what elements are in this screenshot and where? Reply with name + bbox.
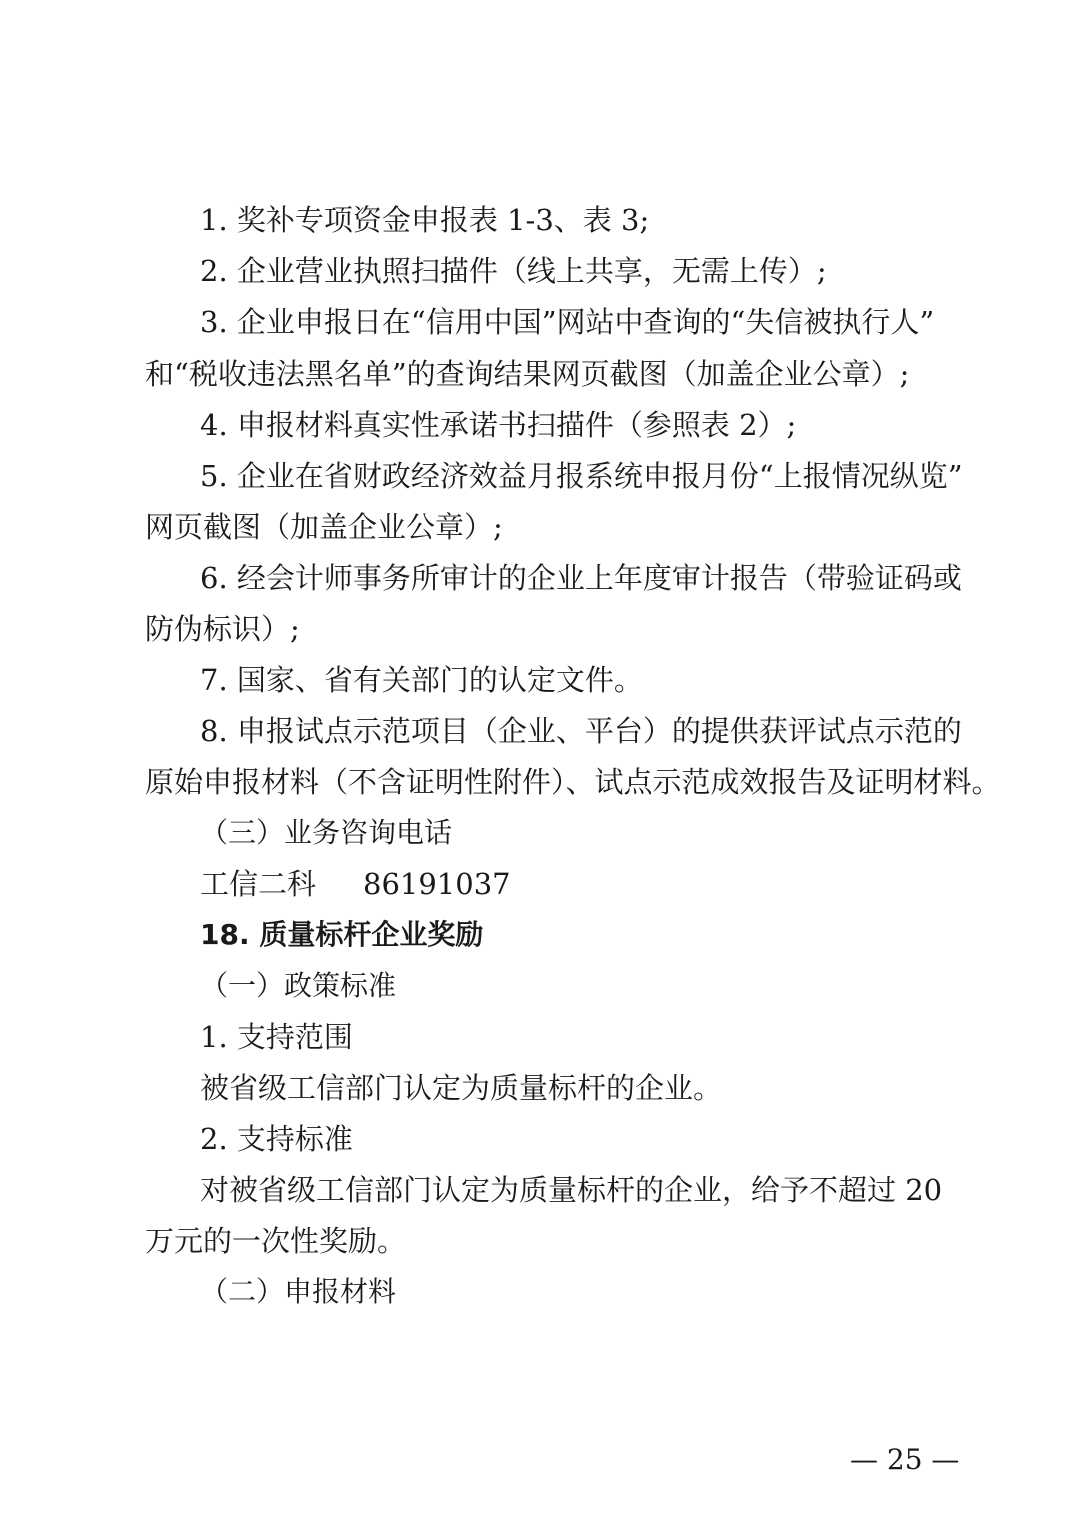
material-item-1: 1. 奖补专项资金申报表 1-3、表 3; [200,203,650,237]
material-item-4: 4. 申报材料真实性承诺书扫描件（参照表 2）; [200,408,797,442]
material-item-3-line-2: 和“税收违法黑名单”的查询结果网页截图（加盖企业公章）; [145,357,910,391]
policy-standard-heading: （一）政策标准 [200,969,397,1002]
page-number: — 25 — [850,1443,960,1476]
consult-heading: （三）业务咨询电话 [200,816,453,849]
consult-phone: 86191037 [363,867,511,901]
material-item-6-line-2: 防伪标识）; [145,612,300,646]
material-item-8-line-2: 原始申报材料（不含证明性附件）、试点示范成效报告及证明材料。 [145,765,1001,799]
material-item-8-line-1: 8. 申报试点示范项目（企业、平台）的提供获评试点示范的 [200,714,962,748]
materials-heading: （二）申报材料 [200,1275,397,1308]
consult-department: 工信二科 [200,867,317,901]
support-standard-line-1: 对被省级工信部门认定为质量标杆的企业，给予不超过 20 [200,1173,943,1207]
material-item-3-line-1: 3. 企业申报日在“信用中国”网站中查询的“失信被执行人” [200,305,935,339]
support-standard-heading: 2. 支持标准 [200,1122,353,1156]
material-item-5-line-2: 网页截图（加盖企业公章）; [145,510,503,544]
material-item-7: 7. 国家、省有关部门的认定文件。 [200,663,643,697]
material-item-2: 2. 企业营业执照扫描件（线上共享，无需上传）; [200,254,827,288]
consult-contact [200,864,511,904]
material-item-6-line-1: 6. 经会计师事务所审计的企业上年度审计报告（带验证码或 [200,561,962,595]
support-scope-heading: 1. 支持范围 [200,1020,353,1054]
support-standard-line-2: 万元的一次性奖励。 [145,1224,407,1258]
section-18-title: 18. 质量标杆企业奖励 [200,918,484,951]
support-scope-text: 被省级工信部门认定为质量标杆的企业。 [200,1071,723,1105]
material-item-5-line-1: 5. 企业在省财政经济效益月报系统申报月份“上报情况纵览” [200,459,963,493]
